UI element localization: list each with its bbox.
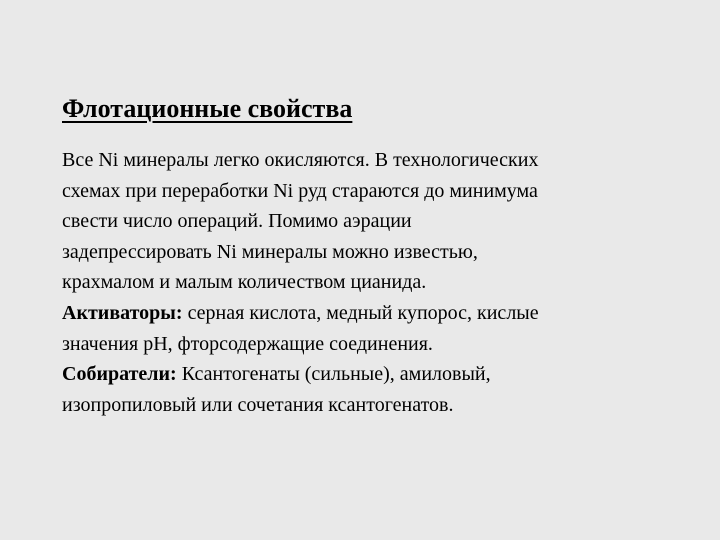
collectors-text-continued: изопропиловый или сочетания ксантогенатов. [62,393,454,416]
activators-label: Активаторы: [62,301,183,324]
activators-text-continued: значения pH, фторсодержащие соединения. [62,332,433,355]
paragraph-line: схемах при переработки Ni руд стараются до минимума [62,179,538,202]
slide-body [62,145,682,420]
activators-line [62,298,682,329]
paragraph-line: крахмалом и малым количеством цианида. [62,271,427,294]
collectors-label: Собиратели: [62,363,177,386]
collectors-text: Ксантогенаты (сильные), амиловый, [176,363,491,386]
slide-title: Флотационные свойства [62,94,353,123]
paragraph-line: задепрессировать Ni минералы можно известью, [62,240,478,263]
activators-text: серная кислота, медный купорос, кислые [182,301,539,324]
collectors-line [62,359,682,390]
paragraph-line: Все Ni минералы легко окисляются. В технологических [62,149,539,171]
paragraph-line: свести число операций. Помимо аэрации [62,210,412,233]
